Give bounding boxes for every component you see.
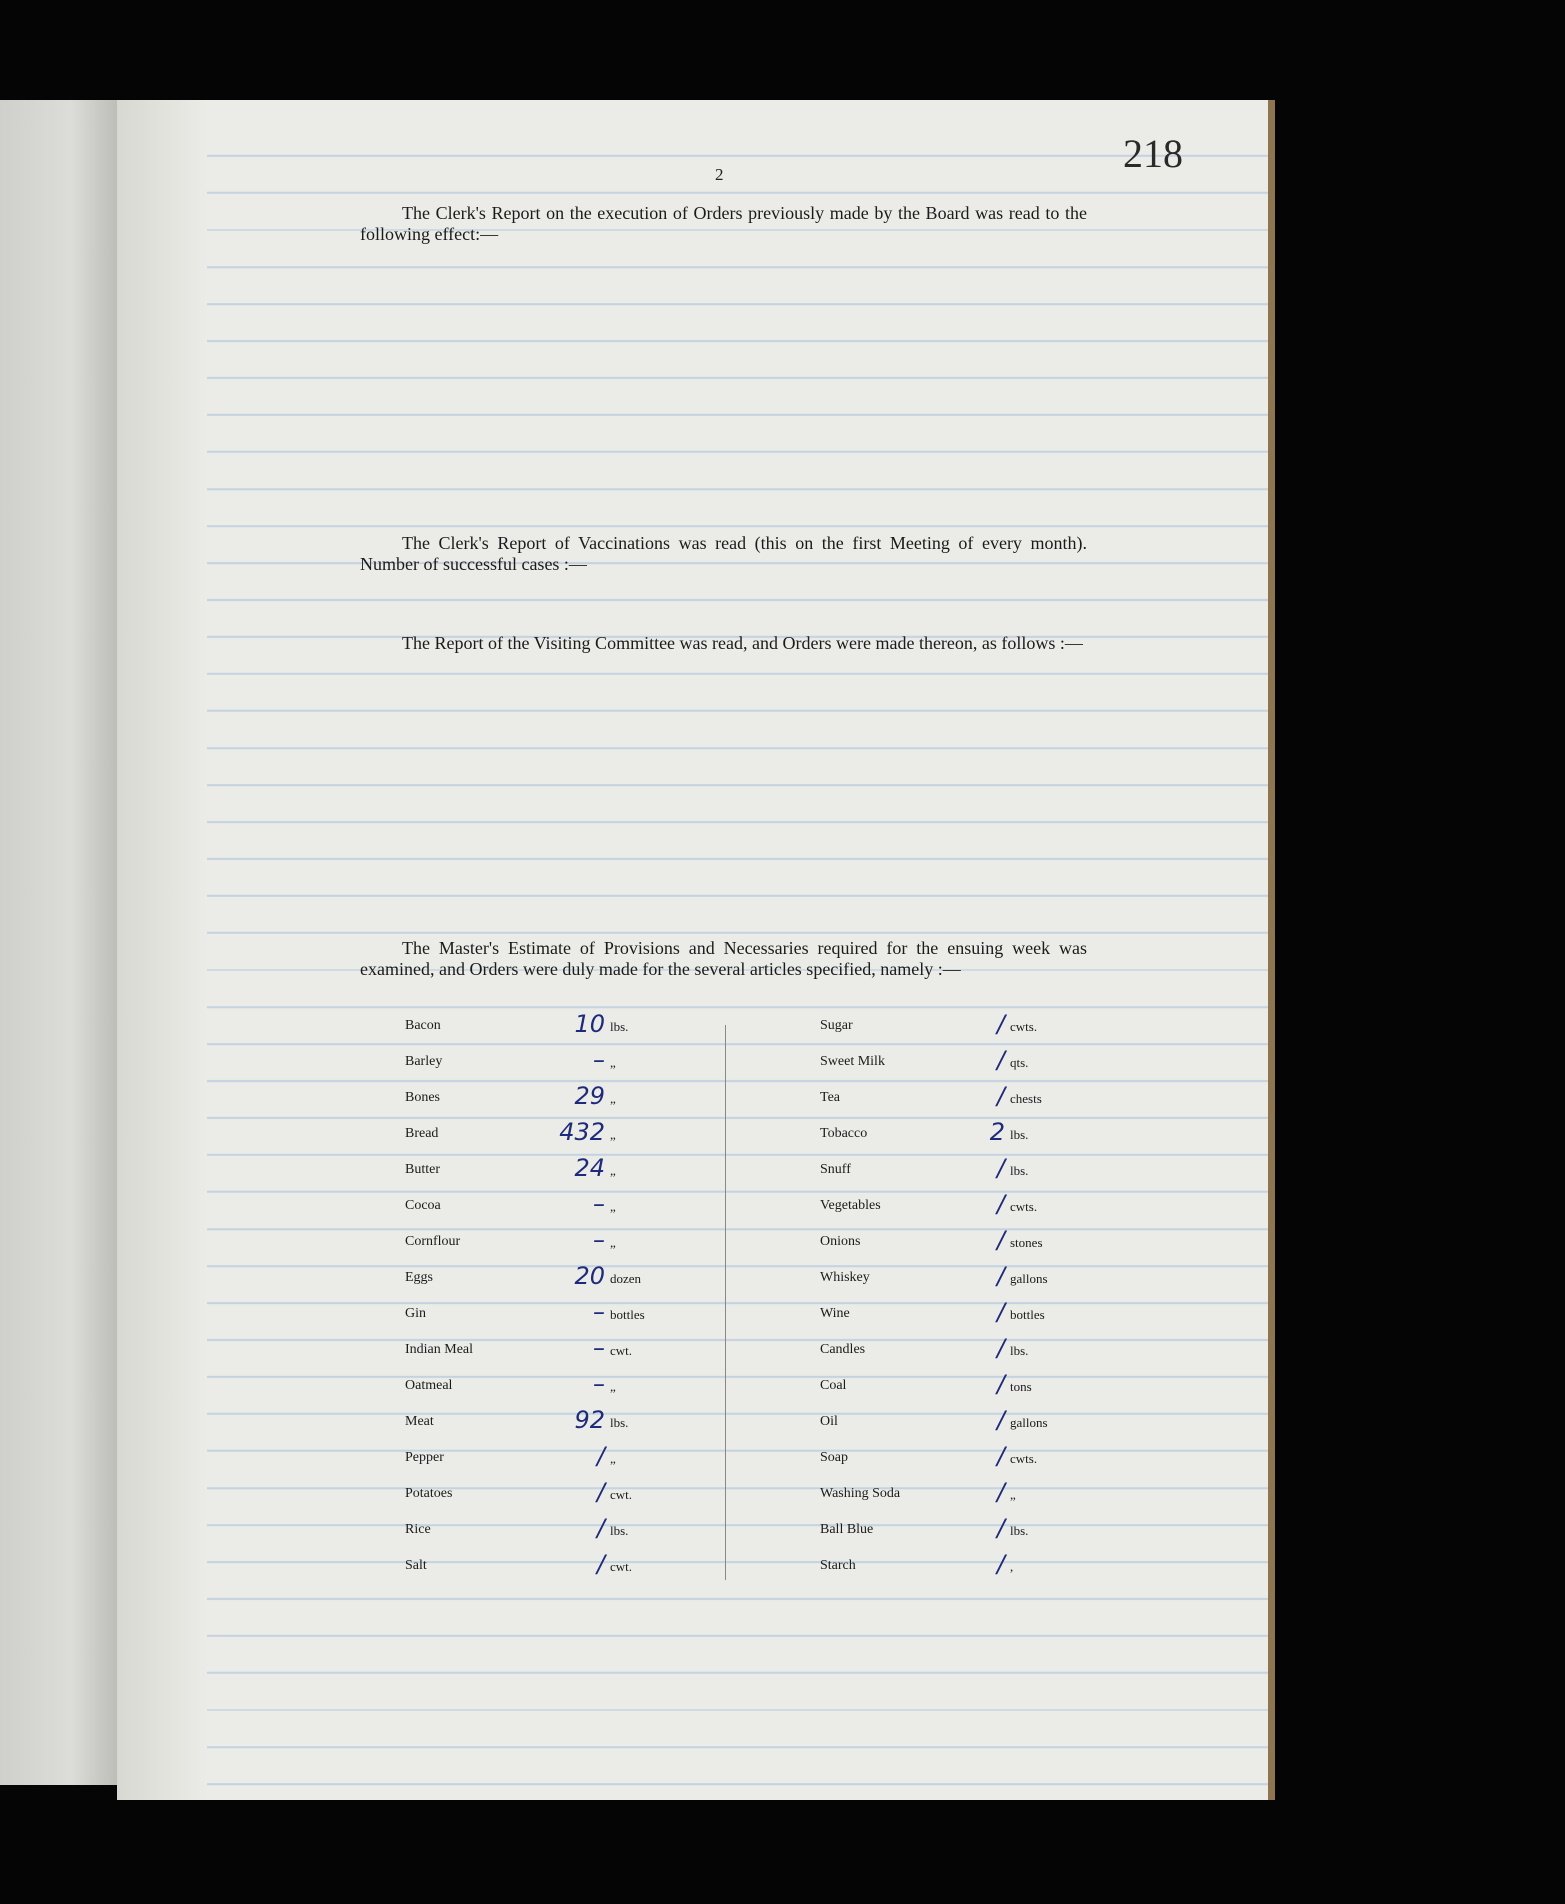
item-quantity: / bbox=[996, 1298, 1005, 1326]
book-spine bbox=[1268, 100, 1275, 1800]
item-name: Gin bbox=[405, 1306, 426, 1321]
item-unit: „ bbox=[610, 1379, 616, 1394]
item-name: Washing Soda bbox=[820, 1486, 901, 1501]
item-unit: gallons bbox=[1010, 1271, 1048, 1286]
item-name: Snuff bbox=[820, 1162, 851, 1177]
item-quantity: / bbox=[996, 1190, 1005, 1218]
item-name: Potatoes bbox=[405, 1486, 453, 1501]
item-name: Whiskey bbox=[820, 1270, 870, 1285]
visiting-committee-paragraph: The Report of the Visiting Committee was read, and Orders were made thereon, as follows :— bbox=[402, 633, 1083, 653]
item-quantity: / bbox=[996, 1154, 1005, 1182]
item-unit: lbs. bbox=[1010, 1127, 1029, 1142]
item-unit: tons bbox=[1010, 1379, 1032, 1394]
item-quantity: / bbox=[996, 1082, 1005, 1110]
item-quantity: / bbox=[596, 1478, 605, 1506]
item-quantity: / bbox=[996, 1442, 1005, 1470]
item-name: Barley bbox=[405, 1054, 443, 1069]
item-unit: dozen bbox=[610, 1271, 642, 1286]
item-name: Coal bbox=[820, 1378, 847, 1393]
item-unit: lbs. bbox=[610, 1019, 629, 1034]
item-name: Cornflour bbox=[405, 1234, 461, 1249]
item-quantity: – bbox=[593, 1046, 605, 1074]
item-name: Tobacco bbox=[820, 1126, 868, 1141]
item-name: Sweet Milk bbox=[820, 1054, 885, 1069]
item-quantity: / bbox=[996, 1046, 1005, 1074]
item-name: Rice bbox=[405, 1522, 431, 1537]
item-name: Indian Meal bbox=[405, 1342, 474, 1357]
item-quantity: / bbox=[996, 1406, 1005, 1434]
printed-page-number: 2 bbox=[715, 165, 724, 184]
item-name: Bread bbox=[405, 1126, 439, 1141]
page-gutter bbox=[117, 100, 207, 1800]
page-number: 218 bbox=[1123, 131, 1183, 176]
item-unit: lbs. bbox=[610, 1523, 629, 1538]
item-unit: cwt. bbox=[610, 1487, 633, 1502]
item-unit: cwts. bbox=[1010, 1199, 1038, 1214]
item-name: Candles bbox=[820, 1342, 866, 1357]
item-name: Vegetables bbox=[820, 1198, 881, 1213]
item-unit: cwt. bbox=[610, 1559, 633, 1574]
item-unit: lbs. bbox=[1010, 1523, 1029, 1538]
item-quantity: – bbox=[593, 1298, 605, 1326]
item-unit: „ bbox=[610, 1163, 616, 1178]
item-name: Oil bbox=[820, 1414, 838, 1429]
vaccination-paragraph: The Clerk's Report of Vaccinations was read (this on the first Meeting of every month). Number of successful cases :— bbox=[360, 533, 1087, 574]
item-unit: qts. bbox=[1010, 1055, 1029, 1070]
item-unit: chests bbox=[1010, 1091, 1042, 1106]
item-unit: stones bbox=[1010, 1235, 1043, 1250]
item-name: Oatmeal bbox=[405, 1378, 453, 1393]
item-quantity: / bbox=[596, 1550, 605, 1578]
item-quantity: / bbox=[996, 1514, 1005, 1542]
item-unit: lbs. bbox=[610, 1415, 629, 1430]
item-name: Ball Blue bbox=[820, 1522, 874, 1537]
item-name: Starch bbox=[820, 1558, 856, 1573]
item-unit: lbs. bbox=[1010, 1343, 1029, 1358]
item-quantity: / bbox=[996, 1478, 1005, 1506]
item-name: Cocoa bbox=[405, 1198, 441, 1213]
item-unit: „ bbox=[610, 1127, 616, 1142]
item-quantity: 10 bbox=[574, 1010, 605, 1038]
item-name: Sugar bbox=[820, 1018, 853, 1033]
item-quantity: – bbox=[593, 1190, 605, 1218]
item-name: Onions bbox=[820, 1234, 861, 1249]
item-name: Pepper bbox=[405, 1450, 444, 1465]
item-quantity: 20 bbox=[574, 1262, 605, 1290]
item-unit: cwts. bbox=[1010, 1451, 1038, 1466]
item-unit: bottles bbox=[1010, 1307, 1045, 1322]
item-unit: lbs. bbox=[1010, 1163, 1029, 1178]
item-quantity: 2 bbox=[989, 1118, 1005, 1146]
item-name: Wine bbox=[820, 1306, 850, 1321]
item-name: Butter bbox=[405, 1162, 440, 1177]
item-quantity: / bbox=[596, 1442, 605, 1470]
item-quantity: 24 bbox=[574, 1154, 605, 1182]
item-name: Bones bbox=[405, 1090, 440, 1105]
item-unit: „ bbox=[610, 1451, 616, 1466]
left-page bbox=[0, 100, 118, 1785]
item-quantity: / bbox=[996, 1226, 1005, 1254]
item-unit: bottles bbox=[610, 1307, 645, 1322]
item-quantity: / bbox=[996, 1262, 1005, 1290]
item-unit: „ bbox=[610, 1091, 616, 1106]
item-quantity: – bbox=[593, 1226, 605, 1254]
item-unit: gallons bbox=[1010, 1415, 1048, 1430]
item-unit: „ bbox=[1010, 1487, 1016, 1502]
item-quantity: / bbox=[996, 1370, 1005, 1398]
item-quantity: 432 bbox=[559, 1118, 605, 1146]
item-name: Tea bbox=[820, 1090, 841, 1105]
column-divider bbox=[725, 1025, 726, 1580]
item-quantity: 92 bbox=[574, 1406, 605, 1434]
item-unit: „ bbox=[610, 1199, 616, 1214]
item-name: Bacon bbox=[405, 1018, 441, 1033]
item-quantity: / bbox=[996, 1334, 1005, 1362]
item-quantity: – bbox=[593, 1334, 605, 1362]
item-quantity: – bbox=[593, 1370, 605, 1398]
item-name: Soap bbox=[820, 1450, 848, 1465]
master-estimate-paragraph: The Master's Estimate of Provisions and Necessaries required for the ensuing week was examined, and Orders were duly made for the several articles specified, namely :— bbox=[360, 938, 1087, 979]
item-name: Meat bbox=[405, 1414, 434, 1429]
item-quantity: / bbox=[996, 1010, 1005, 1038]
item-quantity: / bbox=[996, 1550, 1005, 1578]
item-unit: „ bbox=[610, 1055, 616, 1070]
item-quantity: / bbox=[596, 1514, 605, 1542]
item-unit: cwts. bbox=[1010, 1019, 1038, 1034]
clerk-report-paragraph: The Clerk's Report on the execution of Orders previously made by the Board was read to the following effect:— bbox=[360, 203, 1087, 244]
item-unit: „ bbox=[610, 1235, 616, 1250]
item-unit: cwt. bbox=[610, 1343, 633, 1358]
item-name: Salt bbox=[405, 1558, 427, 1573]
item-name: Eggs bbox=[405, 1270, 433, 1285]
item-unit: , bbox=[1010, 1559, 1014, 1574]
item-quantity: 29 bbox=[574, 1082, 605, 1110]
